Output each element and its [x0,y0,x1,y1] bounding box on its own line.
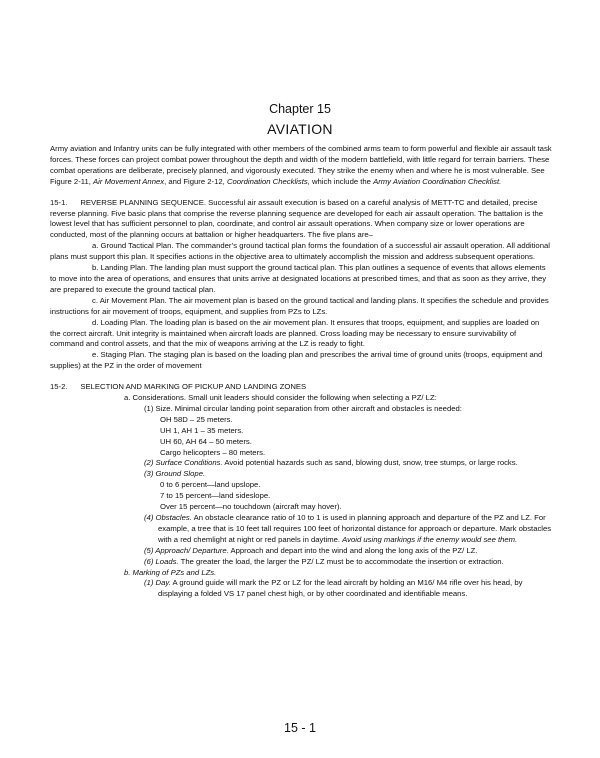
loads-item: (6) Loads. The greater the load, the larger the PZ/ LZ must be to accommodate the insertion or extraction. [144,556,504,566]
plan-item-loading: d. Loading Plan. The loading plan is based on the air movement plan. It ensures that troops, equipment, and supplies are loaded on the correct aircraft. Unit integrity is maintained when aircraft loads are planned. Cross loading may be necessary to ensure survivability of command and control assets, and that the mix of weapons arriving at the LZ is ready to fight. [50,317,540,349]
section-number: 15-2. [50,382,68,392]
surface-item: (2) Surface Conditions. Avoid potential hazards such as sand, blowing dust, snow, tree stumps, or large rocks. [144,458,518,468]
size-cargo: Cargo helicopters – 80 meters. [160,447,266,457]
approach-item: (5) Approach/ Departure. Approach and depart into the wind and along the long axis of the PZ/ LZ. [144,545,478,555]
section-number: 15-1. [50,197,68,207]
plan-item-staging: e. Staging Plan. The staging plan is based on the loading plan and prescribes the arrival time of ground units (troops, equipment and supplies) at the PZ in the order of movement [50,350,543,371]
section-15-1: 15-1. REVERSE PLANNING SEQUENCE. Successful air assault execution is based on a careful analysis of METT-TC and detailed, precise reverse planning. Five basic plans that comprise the reverse planning sequence are developed for each air assault operation. The battalion is the lowest level that has sufficient personnel to plan, coordinate, and control air assault operations. When company size or lower operations are conducted, most of the planning occurs at battalion or higher headquarters. The five plans are– [50,197,544,240]
size-uh60: UH 60, AH 64 – 50 meters. [160,436,252,446]
chapter-number: Chapter 15 [269,102,331,116]
figure-ref-2-12: Figure 2-12, [183,176,225,186]
slope-7-15: 7 to 15 percent—land sideslope. [160,491,271,501]
slope-over-15: Over 15 percent—no touchdown (aircraft may hover). [160,502,342,512]
plan-item-landing: b. Landing Plan. The landing plan must support the ground tactical plan. This plan outlines a sequence of events that allows elements to move into the area of operations, and ensures that units arrive at designated locations at prescribed times, and that as soon as they arrive, they are prepared to execute the ground tactical plan. [50,263,547,294]
air-movement-annex-ref: Air Movement Annex [93,176,165,186]
size-oh58d: OH 58D – 25 meters. [160,414,233,424]
section-heading: SELECTION AND MARKING OF PICKUP AND LANDING ZONES [80,382,307,392]
coordination-checklists-ref: Coordination Checklists, [226,176,310,186]
plan-item-air-movement: c. Air Movement Plan. The air movement plan is based on the ground tactical and landing plans. It specifies the schedule and provides instructions for air movement of troops, equipment, and supplies from PZs to LZs. [50,295,549,316]
obstacles-item: (4) Obstacles. An obstacle clearance ratio of 10 to 1 is used in planning approach and departure of the PZ and LZ. For example, a tree that is 10 feet tall requires 100 feet of horizontal distance for approach or departure. Mark obstacles with a red chemlight at night or red panels in daytime. Avoid using markings if the enemy would see them. [144,513,552,544]
size-uh1: UH 1, AH 1 – 35 meters. [160,425,244,435]
chapter-title: AVIATION [267,121,333,137]
section-heading: REVERSE PLANNING SEQUENCE. [80,197,206,207]
slope-0-6: 0 to 6 percent—land upslope. [160,480,261,490]
marking-label: b. Marking of PZs and LZs. [124,567,217,577]
size-item: (1) Size. Minimal circular landing point separation from other aircraft and obstacles is needed: [144,403,462,413]
document-body [50,144,552,600]
plan-item-ground-tactical: a. Ground Tactical Plan. The commander’s ground tactical plan forms the foundation of a successful air assault operation. All additional plans must support this plan. It specifies actions in the objective area to ultimately accomplish the mission and address subsequent operations. [50,241,550,262]
page-number: 15 - 1 [284,721,316,735]
considerations-label: a. Considerations. Small unit leaders should consider the following when selecting a PZ/ LZ: [124,393,437,403]
intro-paragraph: Army aviation and Infantry units can be fully integrated with other members of the combined arms team to form powerful and flexible air assault task forces. These forces can project combat power throughout the depth and width of the modern battlefield, with little regard for terrain barriers. These combat operations are deliberate, precisely planned, and vigorously executed. They strike the enemy when and where he is most vulnerable. See Figure 2-11, Air Movement Annex, and Figure 2-12, Coordination Checklists, which include the Army Aviation Coordination Checklist. [50,144,552,186]
day-item: (1) Day. A ground guide will mark the PZ or LZ for the lead aircraft by holding an M16/ M4 rifle over his head, by displaying a folded VS 17 panel chest high, or by other coordinated and identifiable means. [144,578,523,599]
aviation-checklist-ref: Army Aviation Coordination Checklist. [373,176,502,186]
figure-ref-2-11: Figure 2-11, [50,176,91,186]
section-15-2 [50,382,552,393]
slope-item: (3) Ground Slope. [144,469,206,479]
